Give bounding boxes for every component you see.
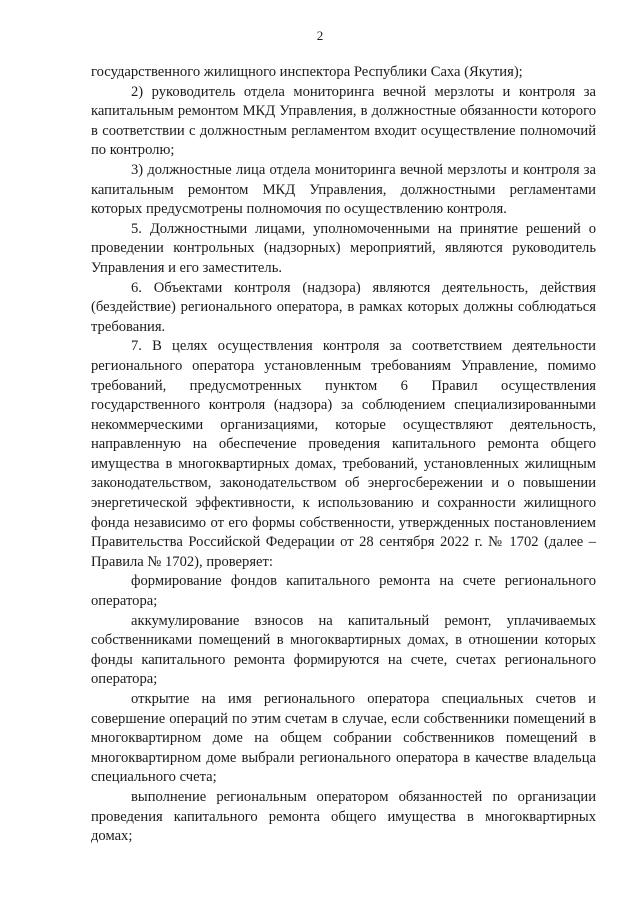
paragraph-check-item-4: выполнение региональным оператором обязанностей по организации проведения капитального ремонта общего имущества в многоквартирных домах; (91, 788, 596, 845)
paragraph-check-item-3: открытие на имя регионального оператора специальных счетов и совершение операций по этим счетам в случае, если собственники помещений в многоквартирном доме на общем собрании собственников помещений в многоквартирном доме выбрали регионального оператора в качестве владельца специального счета; (91, 691, 596, 786)
paragraph-section-6: 6. Объектами контроля (надзора) являются деятельность, действия (бездействие) регионального оператора, в рамках которых должны соблюдаться требования. (91, 279, 596, 335)
paragraph-item-2: 2) руководитель отдела мониторинга вечной мерзлоты и контроля за капитальным ремонтом МКД Управления, в должностные обязанности которого в соответствии с должностным регламентом входит осуществление полномочий по контролю; (91, 83, 596, 159)
document-body (91, 63, 596, 847)
paragraph-section-5: 5. Должностными лицами, уполномоченными на принятие решений о проведении контрольных (надзорных) мероприятий, являются руководитель Управления и его заместитель. (91, 220, 596, 276)
paragraph-section-7: 7. В целях осуществления контроля за соответствием деятельности регионального оператора установленным требованиям Управление, помимо требований, предусмотренных пунктом 6 Правил осуществления государственного контроля (надзора) за соблюдением специализированными некоммерческими организациями, которые осуществляют деятельность, направленную на обеспечение проведения капитального ремонта общего имущества в многоквартирных домах, требований, установленных жилищным законодательством, законодательством об энергосбережении и о повышении энергетической эффективности, к использованию и сохранности жилищного фонда независимо от его формы собственности, утвержденных постановлением Правительства Российской Федерации от 28 сентября 2022 г. № 1702 (далее – Правила № 1702), проверяет: (91, 338, 596, 570)
paragraph-check-item-1: формирование фондов капитального ремонта на счете регионального оператора; (91, 573, 596, 610)
paragraph-item-3: 3) должностные лица отдела мониторинга вечной мерзлоты и контроля за капитальным ремонтом МКД Управления, должностными регламентами которых предусмотрены полномочия по осуществлению контроля. (91, 161, 596, 218)
paragraph-1-continuation: государственного жилищного инспектора Республики Саха (Якутия); (91, 64, 523, 80)
page-number: 2 (316, 28, 324, 43)
paragraph-check-item-2: аккумулирование взносов на капитальный ремонт, уплачиваемых собственниками помещений в многоквартирных домах, в отношении которых фонды капитального ремонта формируются на счете, счетах регионального оператора; (91, 612, 596, 688)
